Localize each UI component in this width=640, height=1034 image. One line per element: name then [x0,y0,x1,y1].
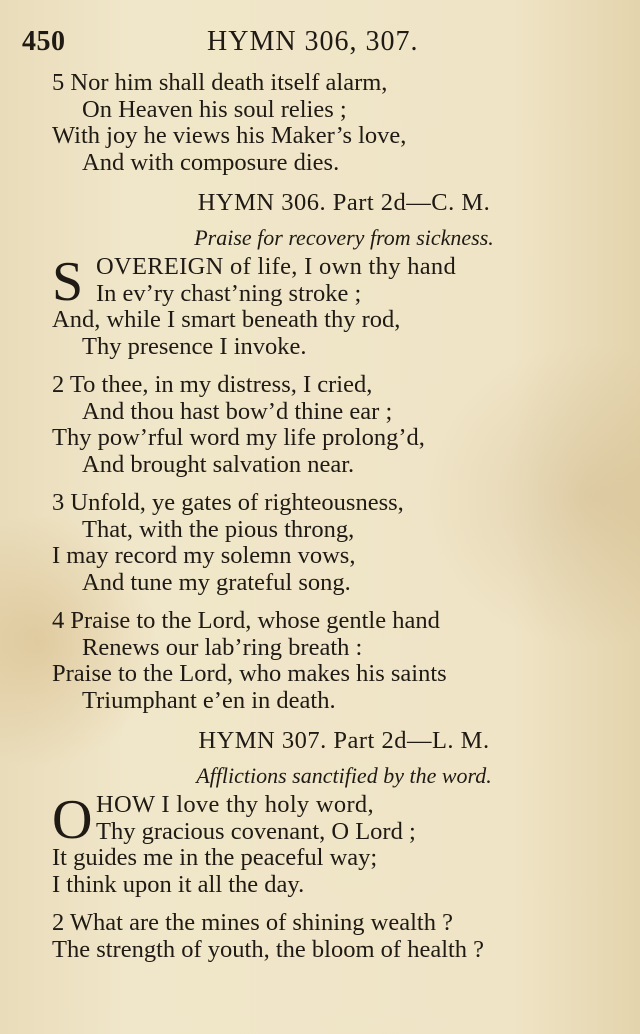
verse-line: I think upon it all the day. [52,870,305,898]
verse-line: 2 To thee, in my distress, I cried, [52,371,373,398]
verse-text: OVEREIGN of life, I own thy hand [96,253,457,280]
verse-line: Thy pow’rful word my life prolong’d, [52,424,425,451]
hymn-306-title: HYMN 306. Part 2d—C. M. [197,189,491,216]
running-title: HYMN 306, 307. [207,26,419,57]
hymn-306-stanza-3 [52,490,612,596]
verse-line: And thou hast bow’d thine ear ; [82,397,393,425]
page-content [52,70,612,975]
hymn-307-subtitle: Afflictions sanctified by the word. [196,763,492,788]
verse-line: 5 Nor him shall death itself alarm, [52,69,388,96]
verse-line: And, while I smart beneath thy rod, [52,306,401,333]
verse-line: Praise to the Lord, who makes his saints [52,660,447,687]
stanza-continued [52,70,612,176]
verse-line: And tune my grateful song. [82,568,351,596]
verse-text: HOW I love thy holy word, [96,791,374,818]
verse-line: Renews our lab’ring breath : [82,633,363,661]
verse-line: On Heaven his soul relies ; [82,95,347,123]
verse-line: 3 Unfold, ye gates of righteousness, [52,489,404,516]
verse-line: Thy gracious covenant, O Lord ; [96,817,416,845]
verse-line: That, with the pious throng, [82,515,355,543]
verse-line: In ev’ry chast’ning stroke ; [96,279,362,307]
verse-line: 2 What are the mines of shining wealth ? [52,909,453,936]
hymn-306-stanza-1 [52,251,612,360]
drop-cap: O [52,789,93,851]
verse-line: I may record my solemn vows, [52,542,356,569]
hymn-307-stanza-2 [52,910,612,963]
verse-line: And with composure dies. [82,148,340,176]
hymn-306-subtitle: Praise for recovery from sickness. [194,225,494,250]
page-number: 450 [22,26,66,57]
verse-line: 4 Praise to the Lord, whose gentle hand [52,607,440,634]
verse-line: The strength of youth, the bloom of health ? [52,935,485,963]
verse-line: It guides me in the peaceful way; [52,844,378,871]
running-head [22,26,618,62]
verse-line: With joy he views his Maker’s love, [52,122,407,149]
hymn-307-title: HYMN 307. Part 2d—L. M. [198,727,490,754]
hymn-307-stanza-1 [52,789,612,898]
drop-cap: S [52,251,84,313]
verse-line: And brought salvation near. [82,450,355,478]
verse-line: Triumphant e’en in death. [82,686,336,714]
hymn-306-stanza-2 [52,372,612,478]
verse-line: Thy presence I invoke. [82,332,307,360]
hymn-306-stanza-4 [52,608,612,714]
